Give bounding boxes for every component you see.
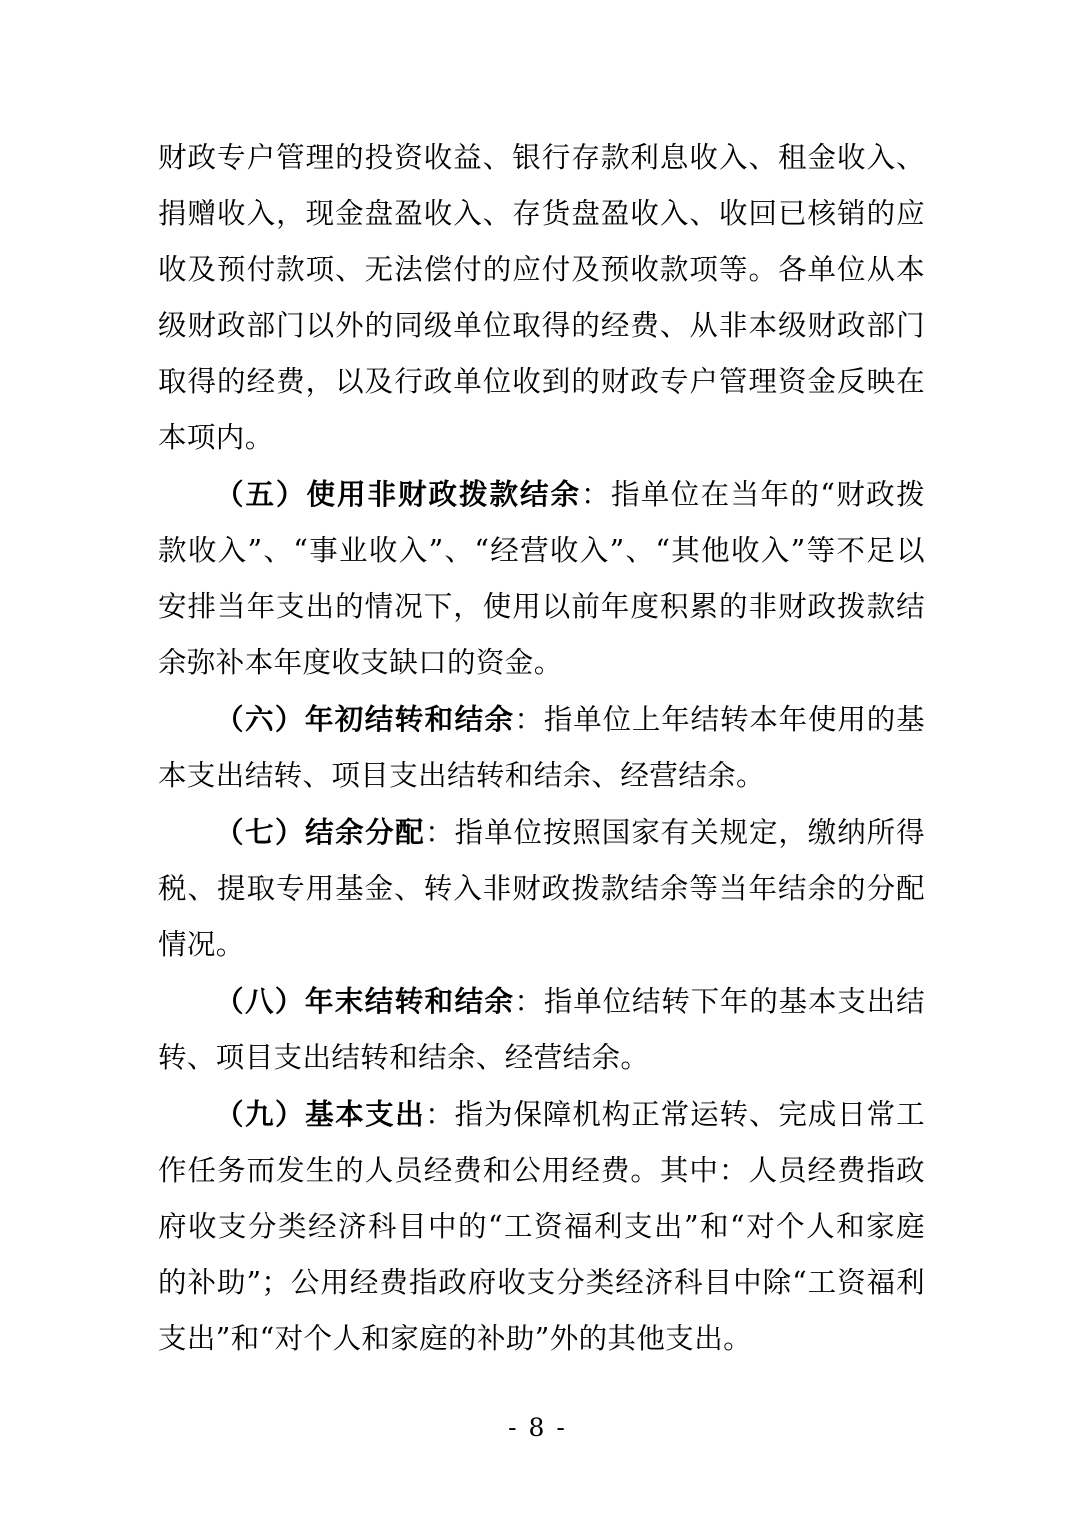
page-number: - 8 -: [508, 1413, 567, 1442]
paragraph-text: ：指为保障机构正常运转、完成日常工作任务而发生的人员经费和公用经费。其中：人员经费指政府收支分类经济科目中的“工资福利支出”和“对个人和家庭的补助”；公用经费指政府收支分类经济科目中除“工资福利支出”和“对个人和家庭的补助”外的其他支出。: [158, 1098, 925, 1355]
paragraph-item-6: [158, 691, 925, 804]
paragraph-lead-label: （五）使用非财政拨款结余: [215, 477, 582, 511]
paragraph-text: ：指单位按照国家有关规定，缴纳所得税、提取专用基金、转入非财政拨款结余等当年结余的分配情况。: [158, 816, 925, 961]
paragraph-text: ：指单位结转下年的基本支出结转、项目支出结转和结余、经营结余。: [158, 985, 925, 1074]
paragraph-lead-label: （七）结余分配: [215, 815, 426, 849]
paragraph-continuation: [158, 130, 925, 466]
paragraph-item-5: [158, 466, 925, 691]
paragraph-item-8: [158, 973, 925, 1086]
paragraph-text: ：指单位在当年的“财政拨款收入”、“事业收入”、“经营收入”、“其他收入”等不足以安排当年支出的情况下，使用以前年度积累的非财政拨款结余弥补本年度收支缺口的资金。: [158, 478, 925, 679]
paragraph-lead-label: （六）年初结转和结余: [215, 702, 515, 736]
paragraph-item-9: [158, 1086, 925, 1367]
paragraph-lead-label: （八）年末结转和结余: [215, 984, 515, 1018]
paragraph-text: ：指单位上年结转本年使用的基本支出结转、项目支出结转和结余、经营结余。: [158, 703, 925, 792]
paragraph-lead-label: （九）基本支出: [215, 1097, 426, 1131]
document-body: [158, 130, 925, 1367]
paragraph-text: 财政专户管理的投资收益、银行存款利息收入、租金收入、捐赠收入，现金盘盈收入、存货盘盈收入、收回已核销的应收及预付款项、无法偿付的应付及预收款项等。各单位从本级财政部门以外的同级单位取得的经费、从非本级财政部门取得的经费，以及行政单位收到的财政专户管理资金反映在本项内。: [158, 141, 925, 454]
paragraph-item-7: [158, 804, 925, 973]
